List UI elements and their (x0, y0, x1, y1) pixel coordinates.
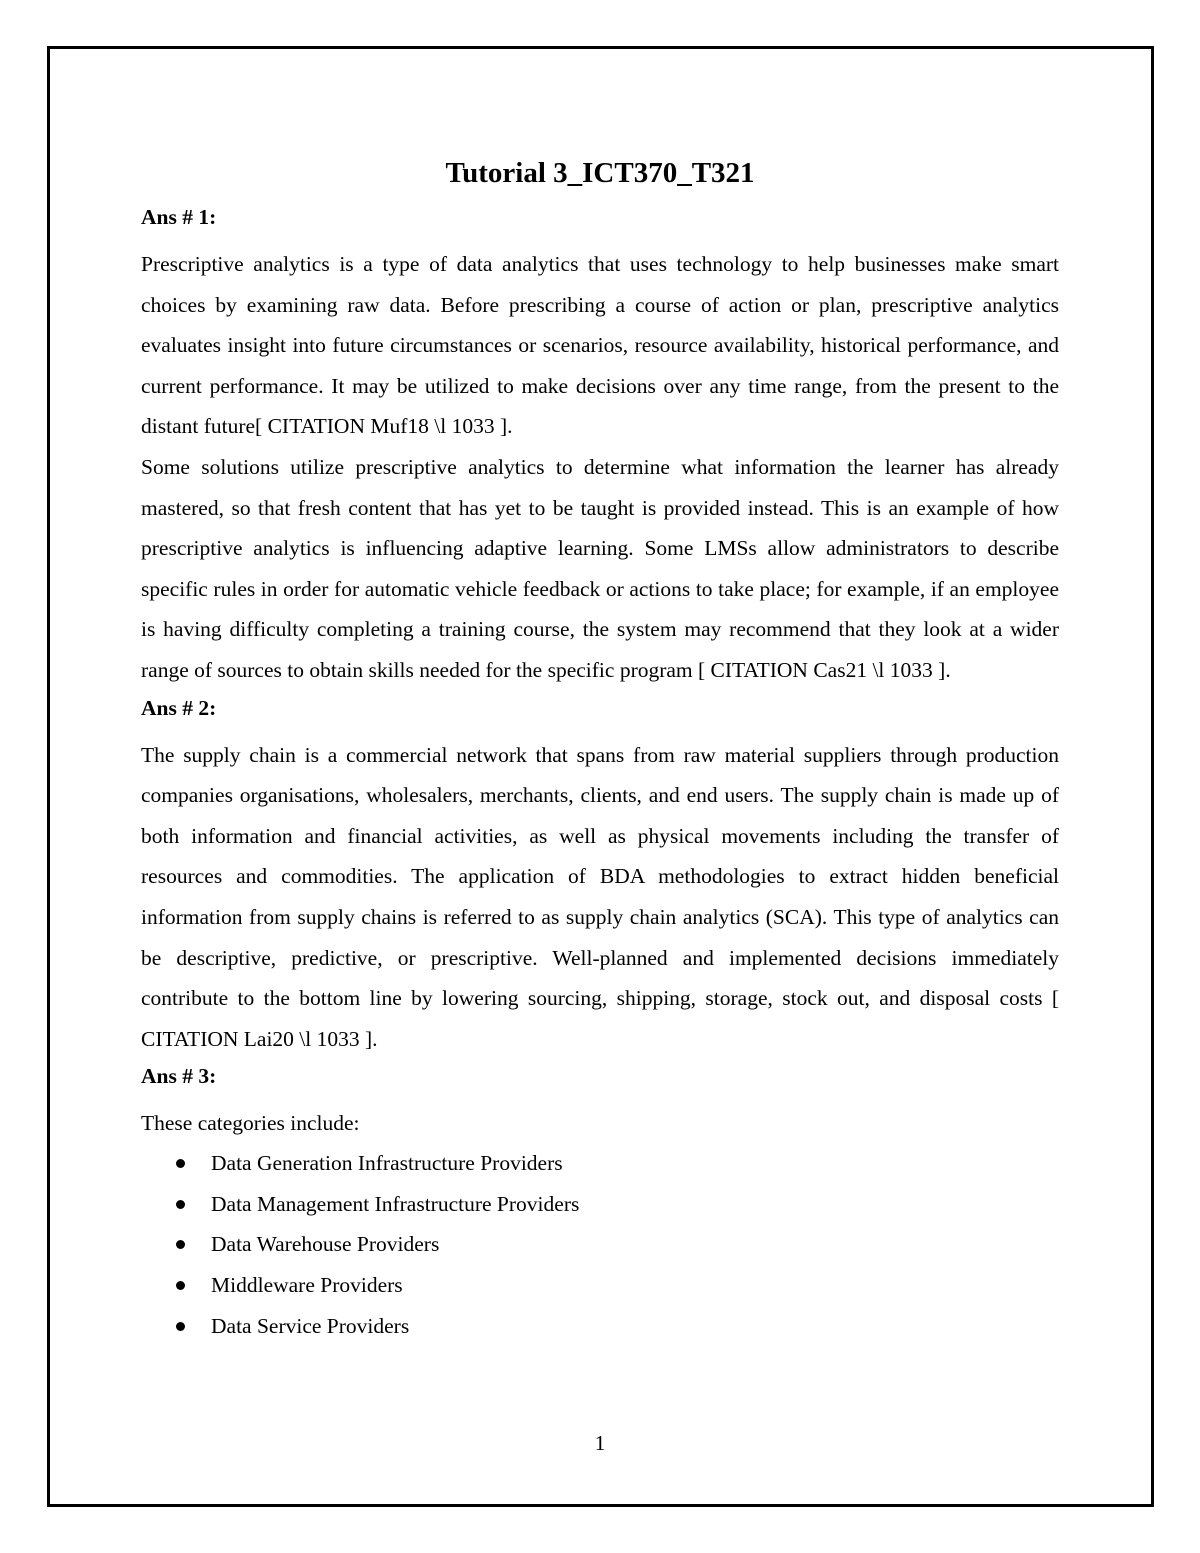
list-item (141, 1143, 1059, 1184)
bullet-icon (176, 1281, 185, 1290)
list-item-text: Data Service Providers (211, 1313, 410, 1338)
section-answer-1 (141, 204, 1059, 691)
paragraph: Prescriptive analytics is a type of data analytics that uses technology to help businesses make smart choices by examining raw data. Before prescribing a course of action or plan, prescriptive analytics evaluates insight into future circumstances or scenarios, resource availability, historical performance, and current performance. It may be utilized to make decisions over any time range, from the present to the distant future[ CITATION Muf18 \l 1033 ]. (141, 252, 1059, 439)
list-item (141, 1184, 1059, 1225)
list-item (141, 1306, 1059, 1347)
document-body (141, 154, 1059, 1349)
list-item (141, 1224, 1059, 1265)
bullet-icon (176, 1240, 185, 1249)
paragraph: Some solutions utilize prescriptive analytics to determine what information the learner has already mastered, so that fresh content that has yet to be taught is provided instead. This is an example of how prescriptive analytics is influencing adaptive learning. Some LMSs allow administrators to describe specific rules in order for automatic vehicle feedback or actions to take place; for example, if an employee is having difficulty completing a training course, the system may recommend that they look at a wider range of sources to obtain skills needed for the specific program [ CITATION Cas21 \l 1033 ]. (141, 454, 1059, 682)
list-item-text: Data Warehouse Providers (211, 1232, 440, 1257)
section-answer-2 (141, 695, 1059, 1060)
category-list (141, 1143, 1059, 1346)
page-number: 1 (594, 1431, 606, 1455)
list-item-text: Middleware Providers (211, 1273, 403, 1298)
document-title: Tutorial 3_ICT370_T321 (445, 157, 755, 189)
section-heading: Ans # 1: (141, 205, 217, 229)
list-intro: These categories include: (141, 1111, 360, 1136)
bullet-icon (176, 1200, 185, 1209)
list-item (141, 1265, 1059, 1306)
bullet-icon (176, 1322, 185, 1331)
section-heading: Ans # 3: (141, 1064, 217, 1089)
bullet-icon (176, 1159, 185, 1168)
list-item-text: Data Management Infrastructure Providers (211, 1191, 580, 1216)
list-item-text: Data Generation Infrastructure Providers (211, 1151, 563, 1176)
section-answer-3 (141, 1063, 1059, 1346)
paragraph: The supply chain is a commercial network that spans from raw material suppliers through production companies organisations, wholesalers, merchants, clients, and end users. The supply chain is made up of both information and financial activities, as well as physical movements including the transfer of resources and commodities. The application of BDA methodologies to extract hidden beneficial information from supply chains is referred to as supply chain analytics (SCA). This type of analytics can be descriptive, predictive, or prescriptive. Well-planned and implemented decisions immediately contribute to the bottom line by lowering sourcing, shipping, storage, stock out, and disposal costs [ CITATION Lai20 \l 1033 ]. (141, 742, 1059, 1051)
section-heading: Ans # 2: (141, 695, 217, 720)
